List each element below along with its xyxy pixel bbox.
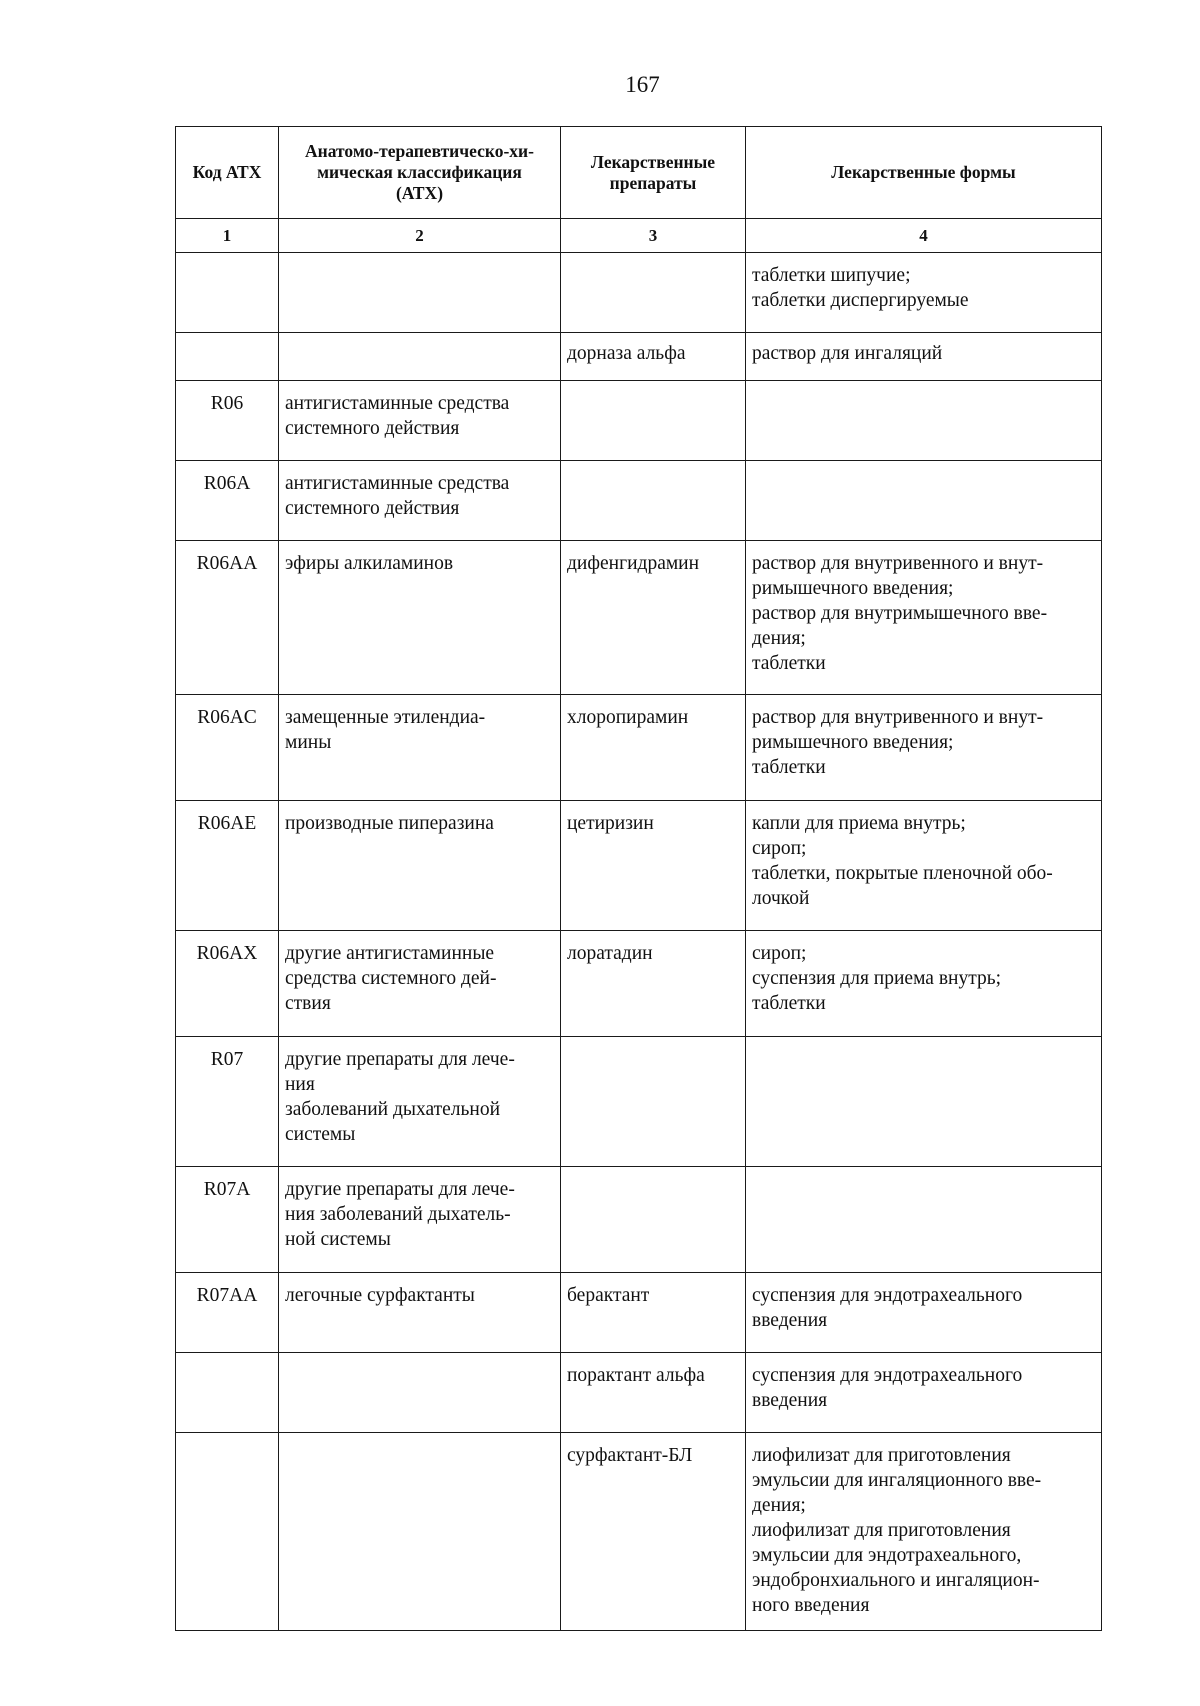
dosage-forms-cell: [746, 801, 1102, 931]
dosage-form-line: таблетки шипучие;: [752, 265, 911, 286]
header-line: Лекарственные формы: [831, 162, 1016, 182]
dosage-form-line: лочкой: [752, 888, 810, 909]
dosage-form-line: ного введения: [752, 1595, 870, 1616]
dosage-form-line: таблетки: [752, 757, 826, 778]
table-row: [176, 333, 1102, 381]
dosage-form-line: дения;: [752, 1495, 806, 1516]
header-atc-code: [176, 127, 279, 219]
dosage-form-line: таблетки: [752, 653, 826, 674]
dosage-forms-cell: [746, 461, 1102, 541]
drug-cell: дорназа альфа: [561, 333, 746, 381]
classification-cell: [279, 695, 561, 801]
atc-code-cell: R07: [176, 1037, 279, 1167]
dosage-forms-cell: [746, 1273, 1102, 1353]
header-line: Лекарственные: [590, 151, 716, 172]
drug-cell: сурфактант-БЛ: [561, 1433, 746, 1631]
dosage-form-line: римышечного введения;: [752, 578, 954, 599]
atc-code-cell: [176, 333, 279, 381]
drug-cell: дифенгидрамин: [561, 541, 746, 695]
table-row: [176, 461, 1102, 541]
classification-cell: [279, 1433, 561, 1631]
dosage-form-line: введения: [752, 1390, 828, 1411]
atc-code-cell: [176, 1353, 279, 1433]
classification-cell: [279, 801, 561, 931]
table-row: [176, 541, 1102, 695]
drug-cell: цетиризин: [561, 801, 746, 931]
classification-cell: [279, 461, 561, 541]
classification-cell: [279, 1167, 561, 1273]
atc-code-cell: R06AX: [176, 931, 279, 1037]
classification-line: замещенные этилендиа-: [285, 707, 486, 728]
classification-line: легочные сурфактанты: [285, 1285, 475, 1306]
table-row: [176, 1037, 1102, 1167]
header-line: мическая классификация: [317, 162, 522, 182]
drug-cell: хлоропирамин: [561, 695, 746, 801]
classification-cell: [279, 541, 561, 695]
classification-line: другие препараты для лече-: [285, 1049, 515, 1070]
dosage-form-line: раствор для внутривенного и внут-: [752, 707, 1044, 728]
header-line: Анатомо-терапевтическо-хи-: [305, 141, 534, 161]
classification-line: ния: [285, 1074, 315, 1095]
dosage-form-line: римышечного введения;: [752, 732, 954, 753]
dosage-forms-cell: [746, 1037, 1102, 1167]
drug-cell: [561, 1037, 746, 1167]
classification-line: системного действия: [285, 498, 460, 519]
dosage-form-line: эмульсии для ингаляционного вве-: [752, 1470, 1042, 1491]
dosage-form-line: лиофилизат для приготовления: [752, 1445, 1011, 1466]
classification-line: ния заболеваний дыхатель-: [285, 1204, 511, 1225]
drug-cell: порактант альфа: [561, 1353, 746, 1433]
dosage-form-line: суспензия для эндотрахеального: [752, 1285, 1023, 1306]
atc-table: [175, 126, 1102, 1631]
dosage-form-line: таблетки диспергируемые: [752, 290, 969, 311]
classification-line: антигистаминные средства: [285, 393, 510, 414]
table-row: [176, 1433, 1102, 1631]
dosage-forms-cell: [746, 1433, 1102, 1631]
drug-cell: [561, 381, 746, 461]
atc-code-cell: R07AA: [176, 1273, 279, 1353]
atc-code-cell: [176, 253, 279, 333]
dosage-forms-cell: [746, 381, 1102, 461]
atc-code-cell: R07A: [176, 1167, 279, 1273]
dosage-forms-cell: [746, 253, 1102, 333]
table-row: [176, 931, 1102, 1037]
dosage-forms-cell: [746, 1353, 1102, 1433]
table-row: [176, 1167, 1102, 1273]
column-number: 3: [561, 219, 746, 253]
table-row: [176, 381, 1102, 461]
drug-cell: лоратадин: [561, 931, 746, 1037]
dosage-form-line: дения;: [752, 628, 806, 649]
classification-line: эфиры алкиламинов: [285, 553, 454, 574]
drug-cell: [561, 461, 746, 541]
classification-line: системы: [285, 1124, 356, 1145]
classification-cell: [279, 1037, 561, 1167]
dosage-form-line: капли для приема внутрь;: [752, 813, 966, 834]
dosage-forms-cell: [746, 1167, 1102, 1273]
classification-cell: [279, 253, 561, 333]
dosage-form-line: сироп;: [752, 943, 807, 964]
atc-code-cell: R06AA: [176, 541, 279, 695]
table-row: [176, 1273, 1102, 1353]
dosage-form-line: сироп;: [752, 838, 807, 859]
dosage-forms-cell: [746, 931, 1102, 1037]
dosage-form-line: суспензия для приема внутрь;: [752, 968, 1002, 989]
classification-line: производные пиперазина: [285, 813, 494, 834]
classification-cell: [279, 333, 561, 381]
dosage-forms-cell: [746, 695, 1102, 801]
column-number: 2: [279, 219, 561, 253]
dosage-form-line: таблетки, покрытые пленочной обо-: [752, 863, 1053, 884]
drug-cell: [561, 253, 746, 333]
column-number: 1: [176, 219, 279, 253]
dosage-form-line: введения: [752, 1310, 828, 1331]
table-body: [176, 253, 1102, 1631]
classification-cell: [279, 1273, 561, 1353]
classification-cell: [279, 381, 561, 461]
classification-line: другие антигистаминные: [285, 943, 495, 964]
table-row: [176, 695, 1102, 801]
atc-code-cell: R06AC: [176, 695, 279, 801]
classification-line: другие препараты для лече-: [285, 1179, 515, 1200]
dosage-form-line: эндобронхиального и ингаляцион-: [752, 1570, 1040, 1591]
classification-line: заболеваний дыхательной: [285, 1099, 501, 1120]
header-line: препараты: [609, 172, 697, 193]
atc-code-cell: R06AE: [176, 801, 279, 931]
dosage-forms-cell: [746, 541, 1102, 695]
table-row: [176, 253, 1102, 333]
classification-cell: [279, 1353, 561, 1433]
atc-code-cell: R06A: [176, 461, 279, 541]
atc-code-cell: [176, 1433, 279, 1631]
classification-line: средства системного дей-: [285, 968, 497, 989]
classification-line: антигистаминные средства: [285, 473, 510, 494]
dosage-forms-cell: [746, 333, 1102, 381]
atc-code-cell: R06: [176, 381, 279, 461]
header-line: (АТХ): [395, 183, 444, 203]
header-drugs: [561, 127, 746, 219]
header-line: Код АТХ: [192, 162, 262, 182]
drug-cell: берактант: [561, 1273, 746, 1353]
dosage-form-line: суспензия для эндотрахеального: [752, 1365, 1023, 1386]
classification-line: системного действия: [285, 418, 460, 439]
classification-line: ствия: [285, 993, 331, 1014]
column-number-row: [176, 219, 1102, 253]
header-dosage-forms: [746, 127, 1102, 219]
header-classification: [279, 127, 561, 219]
dosage-form-line: раствор для внутривенного и внут-: [752, 553, 1044, 574]
page-number: 167: [625, 72, 660, 97]
drug-cell: [561, 1167, 746, 1273]
dosage-form-line: раствор для внутримышечного вве-: [752, 603, 1048, 624]
table-row: [176, 1353, 1102, 1433]
dosage-form-line: раствор для ингаляций: [752, 343, 943, 364]
classification-line: ной системы: [285, 1229, 391, 1250]
classification-cell: [279, 931, 561, 1037]
table-row: [176, 801, 1102, 931]
dosage-form-line: лиофилизат для приготовления: [752, 1520, 1011, 1541]
column-number: 4: [746, 219, 1102, 253]
table-header-row: [176, 127, 1102, 219]
dosage-form-line: таблетки: [752, 993, 826, 1014]
dosage-form-line: эмульсии для эндотрахеального,: [752, 1545, 1022, 1566]
classification-line: мины: [285, 732, 332, 753]
